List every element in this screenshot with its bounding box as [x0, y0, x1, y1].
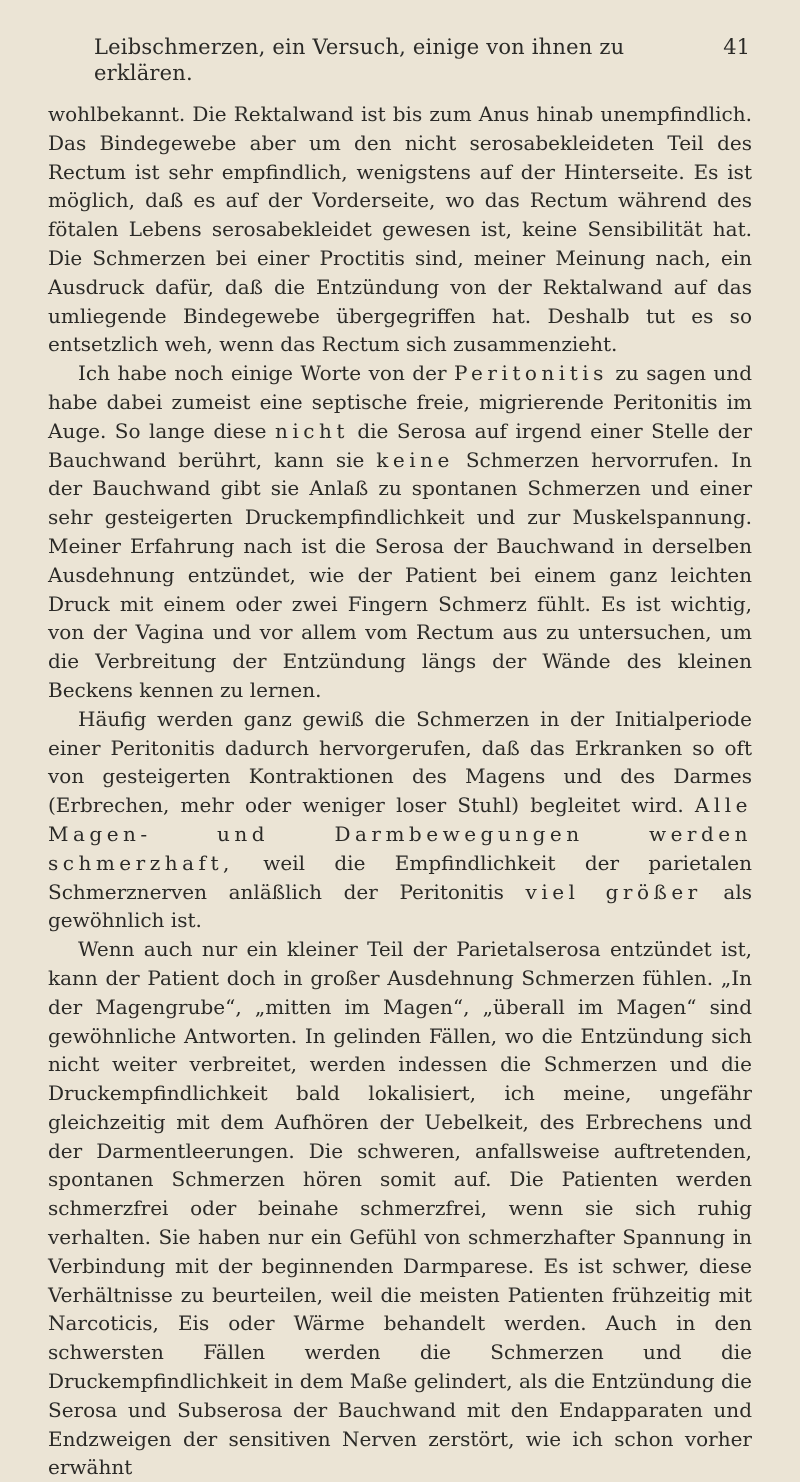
running-title: Leibschmerzen, ein Versuch, einige von ihnen zu erklären. — [94, 35, 625, 85]
paragraph — [48, 359, 752, 705]
emphasis-spaced: viel größer — [525, 879, 702, 904]
emphasis-spaced: Peritonitis — [453, 361, 608, 386]
text-run: Wenn auch nur ein kleiner Teil der Parietalserosa entzündet ist, kann der Patient doch in großer Ausdehnung Schmerzen fühlen. „In der Magengrube“, „mitten im Magen“, „überall im Magen“ sind gewöhnliche Antworten. In gelinden Fällen, wo die Entzündung sich nicht weiter verbreitet, werden indessen die Schmerzen und die Druckempfindlichkeit bald lokalisiert, ich meine, ungefähr gleichzeitig mit dem Aufhören der Uebelkeit, des Erbrechens und der Darmentleerungen. Die schweren, anfallsweise auftretenden, spontanen Schmerzen hören somit auf. Die Patienten werden schmerzfrei oder beinahe schmerzfrei, wenn sie sich ruhig verhalten. Sie haben nur ein Gefühl von schmerzhafter Spannung in Verbindung mit der beginnenden Darmparese. Es ist schwer, diese Verhältnisse zu beurteilen, weil die meisten Patienten frühzeitig mit Narcoticis, Eis oder Wärme behandelt werden. Auch in den schwersten Fällen werden die Schmerzen und die Druckempfindlichkeit in dem Maße gelindert, als die Entzündung die Serosa und Subserosa der Bauchwand mit den Endapparaten und Endzweigen der sensitiven Nerven zerstört, wie ich schon vorher erwähnt — [48, 937, 752, 1480]
paragraph — [48, 100, 752, 359]
emphasis-spaced: nicht — [274, 418, 349, 443]
body-text — [48, 100, 752, 1482]
text-run: wohlbekannt. Die Rektalwand ist bis zum Anus hinab unempfindlich. Das Bindegewebe aber um den nicht serosabekleideten Teil des Rectum ist sehr empfindlich, wenigstens auf der Hinterseite. Es ist möglich, daß es auf der Vorderseite, wo das Rectum während des fötalen Lebens serosabekleidet gewesen ist, keine Sensibilität hat. Die Schmerzen bei einer Proctitis sind, meiner Meinung nach, ein Ausdruck dafür, daß die Entzündung von der Rektalwand auf das umliegende Bindegewebe übergegriffen hat. Deshalb tut es so entsetzlich weh, wenn das Rectum sich zusammenzieht. — [48, 102, 752, 357]
running-head — [48, 34, 752, 86]
paragraph — [48, 935, 752, 1482]
text-run: die Serosa auf irgend einer Stelle der Bauchwand berührt, kann sie — [48, 418, 753, 472]
paragraph — [48, 705, 752, 935]
text-run: als gewöhnlich ist. — [48, 879, 752, 933]
text-run: Schmerzen hervorrufen. In der Bauchwand gibt sie Anlaß zu spontanen Schmerzen und einer sehr gesteigerten Druckempfindlichkeit und zur Muskelspannung. Meiner Erfahrung nach ist die Serosa der Bauchwand in derselben Ausdehnung entzündet, wie der Patient bei einem ganz leichten Druck mit einem oder zwei Fingern Schmerz fühlt. Es ist wichtig, von der Vagina und vor allem vom Rectum aus zu untersuchen, um die Verbreitung der Entzündung längs der Wände des kleinen Beckens kennen zu lernen. — [48, 447, 752, 702]
text-run: zu sagen und habe dabei zumeist eine septische freie, migrierende Peritonitis im Auge. So lange diese — [48, 361, 752, 443]
text-run: Ich habe noch einige Worte von der — [78, 361, 454, 386]
emphasis-spaced: keine — [376, 447, 454, 472]
text-run: weil die Empfindlichkeit der parietalen Schmerznerven anläßlich der Peritonitis — [48, 850, 752, 904]
emphasis-spaced: Alle Magen- und Darmbewegungen werden schmerzhaft, — [48, 793, 752, 875]
page-number: 41 — [723, 35, 750, 59]
text-run: Häufig werden ganz gewiß die Schmerzen in der Initialperiode einer Peritonitis dadurch hervorgerufen, daß das Erkranken so oft von gesteigerten Kontraktionen des Magens und des Darmes (Erbrechen, mehr oder weniger loser Stuhl) begleitet wird. — [48, 706, 752, 818]
